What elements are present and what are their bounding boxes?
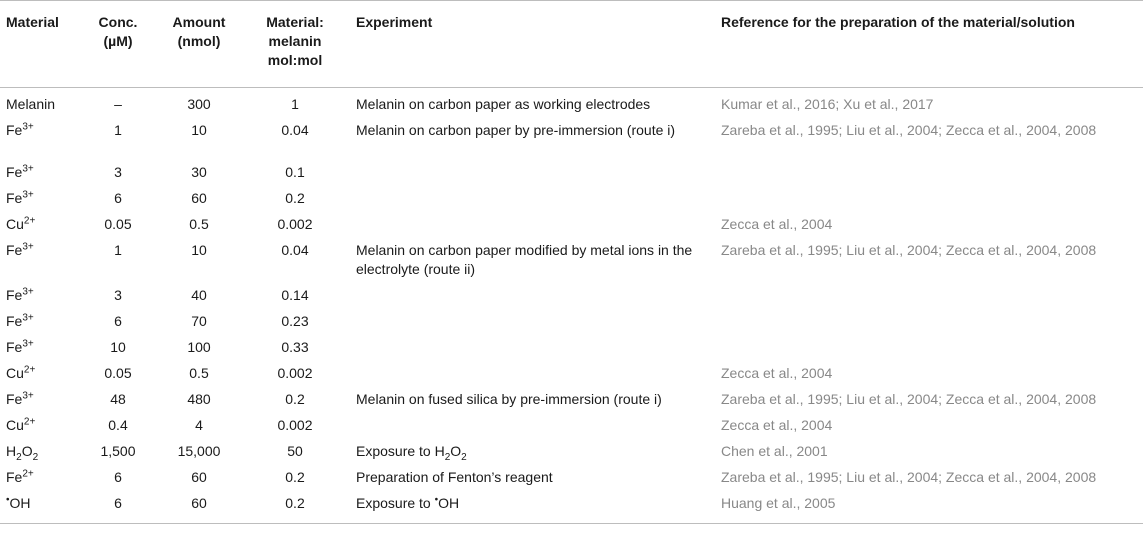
header-reference: Reference for the preparation of the material/solution: [715, 1, 1143, 88]
header-experiment: Experiment: [350, 1, 715, 88]
cell-reference: Zareba et al., 1995; Liu et al., 2004; Zecca et al., 2004, 2008: [721, 122, 1097, 138]
table-row: [0, 461, 1143, 487]
cell-conc: 6: [114, 313, 122, 329]
cell-ratio: 0.04: [281, 122, 309, 138]
cell-amount: 10: [191, 242, 207, 258]
cell-experiment: [350, 208, 715, 234]
cell-amount: 480: [187, 391, 211, 407]
cell-conc: 6: [114, 469, 122, 485]
table-row: [0, 182, 1143, 208]
cell-ratio: 0.2: [285, 391, 305, 407]
table-row: [0, 409, 1143, 435]
cell-material: $Cu^{2+}$: [6, 364, 36, 381]
cell-reference: [715, 305, 1143, 331]
cell-conc: 0.05: [104, 216, 132, 232]
cell-ratio: 0.002: [277, 417, 313, 433]
cell-reference: Huang et al., 2005: [715, 487, 1143, 523]
table-row: [0, 156, 1143, 182]
cell-conc: 3: [114, 287, 122, 303]
cell-conc: 1,500: [100, 443, 136, 459]
cell-material: $Fe^{3+}$: [6, 312, 34, 329]
cell-amount: 0.5: [189, 216, 209, 232]
table-row: [0, 357, 1143, 383]
cell-amount: 15,000: [177, 443, 221, 459]
cell-amount: 30: [191, 164, 207, 180]
cell-amount: 40: [191, 287, 207, 303]
cell-reference: [715, 331, 1143, 357]
cell-ratio: 1: [291, 96, 299, 112]
cell-ratio: 0.2: [285, 469, 305, 485]
cell-experiment: Melanin on fused silica by pre-immersion (route i): [356, 391, 662, 407]
cell-reference: [715, 182, 1143, 208]
cell-experiment: [350, 357, 715, 383]
cell-conc: 6: [114, 190, 122, 206]
cell-reference: Zareba et al., 1995; Liu et al., 2004; Zecca et al., 2004, 2008: [721, 469, 1097, 485]
cell-material: $Fe^{2+}$: [6, 468, 34, 485]
cell-reference: [715, 279, 1143, 305]
cell-conc: 1: [114, 242, 122, 258]
cell-experiment: [350, 182, 715, 208]
cell-material: $Fe^{3+}$: [6, 163, 34, 180]
table-row: [0, 305, 1143, 331]
cell-amount: 4: [195, 417, 203, 433]
cell-material: $Fe^{3+}$: [6, 121, 34, 138]
cell-material: $Fe^{3+}$: [6, 338, 34, 355]
cell-reference: Zecca et al., 2004: [721, 216, 833, 232]
cell-material: •OH: [0, 487, 78, 523]
table-row: [0, 435, 1143, 461]
cell-experiment: Exposure to $H_2O_2$: [356, 443, 467, 463]
cell-ratio: 0.2: [240, 487, 350, 523]
cell-reference: Zareba et al., 1995; Liu et al., 2004; Zecca et al., 2004, 2008: [721, 391, 1097, 407]
table-row: [0, 114, 1143, 156]
cell-experiment: Melanin on carbon paper modified by metal ions in the electrolyte (route ii): [356, 242, 693, 277]
cell-ratio: 0.2: [285, 190, 305, 206]
table-row: [0, 331, 1143, 357]
cell-amount: 60: [158, 487, 240, 523]
header-conc: Conc. (µM): [78, 1, 158, 88]
cell-material: $Fe^{3+}$: [6, 189, 34, 206]
table-row: [0, 383, 1143, 409]
cell-conc: 0.4: [108, 417, 128, 433]
cell-experiment: [350, 409, 715, 435]
cell-reference: Zareba et al., 1995; Liu et al., 2004; Zecca et al., 2004, 2008: [721, 242, 1097, 258]
cell-experiment: [350, 305, 715, 331]
table-row: [0, 234, 1143, 279]
cell-conc: 1: [114, 122, 122, 138]
table-row: [0, 279, 1143, 305]
cell-ratio: 50: [287, 443, 303, 459]
cell-material: $Fe^{3+}$: [6, 286, 34, 303]
cell-ratio: 0.14: [281, 287, 309, 303]
header-amount: Amount (nmol): [158, 1, 240, 88]
cell-conc: 48: [110, 391, 126, 407]
cell-conc: 6: [78, 487, 158, 523]
table-row: [0, 88, 1143, 115]
cell-experiment: [350, 331, 715, 357]
cell-amount: 10: [191, 122, 207, 138]
table-row: [0, 208, 1143, 234]
cell-experiment: [350, 156, 715, 182]
cell-amount: 70: [191, 313, 207, 329]
cell-material: $Fe^{3+}$: [6, 241, 34, 258]
cell-conc: 10: [110, 339, 126, 355]
cell-amount: 0.5: [189, 365, 209, 381]
header-ratio: Material: melanin mol:mol: [240, 1, 350, 88]
cell-ratio: 0.04: [281, 242, 309, 258]
cell-reference: Chen et al., 2001: [721, 443, 828, 459]
cell-experiment: Preparation of Fenton’s reagent: [356, 469, 553, 485]
cell-amount: 60: [191, 190, 207, 206]
cell-material: Melanin: [6, 96, 56, 112]
cell-material: $H_2O_2$: [6, 443, 39, 463]
cell-experiment: Melanin on carbon paper as working electrodes: [356, 96, 651, 112]
cell-conc: 3: [114, 164, 122, 180]
cell-ratio: 0.33: [281, 339, 309, 355]
cell-reference: [715, 156, 1143, 182]
cell-conc: –: [114, 96, 122, 112]
cell-ratio: 0.23: [281, 313, 309, 329]
cell-amount: 300: [187, 96, 211, 112]
cell-ratio: 0.002: [277, 216, 313, 232]
cell-reference: Kumar et al., 2016; Xu et al., 2017: [721, 96, 934, 112]
cell-reference: Zecca et al., 2004: [721, 417, 833, 433]
cell-material: $Fe^{3+}$: [6, 390, 34, 407]
header-row: [0, 1, 1143, 88]
cell-material: $Cu^{2+}$: [6, 416, 36, 433]
header-material: Material: [0, 1, 78, 88]
cell-experiment: [350, 279, 715, 305]
cell-conc: 0.05: [104, 365, 132, 381]
cell-experiment: Exposure to •OH: [350, 487, 715, 523]
cell-ratio: 0.1: [285, 164, 305, 180]
table-row: [0, 487, 1143, 523]
cell-experiment: Melanin on carbon paper by pre-immersion (route i): [356, 122, 676, 138]
cell-amount: 60: [191, 469, 207, 485]
cell-reference: Zecca et al., 2004: [721, 365, 833, 381]
cell-material: $Cu^{2+}$: [6, 215, 36, 232]
cell-ratio: 0.002: [277, 365, 313, 381]
cell-amount: 100: [187, 339, 211, 355]
